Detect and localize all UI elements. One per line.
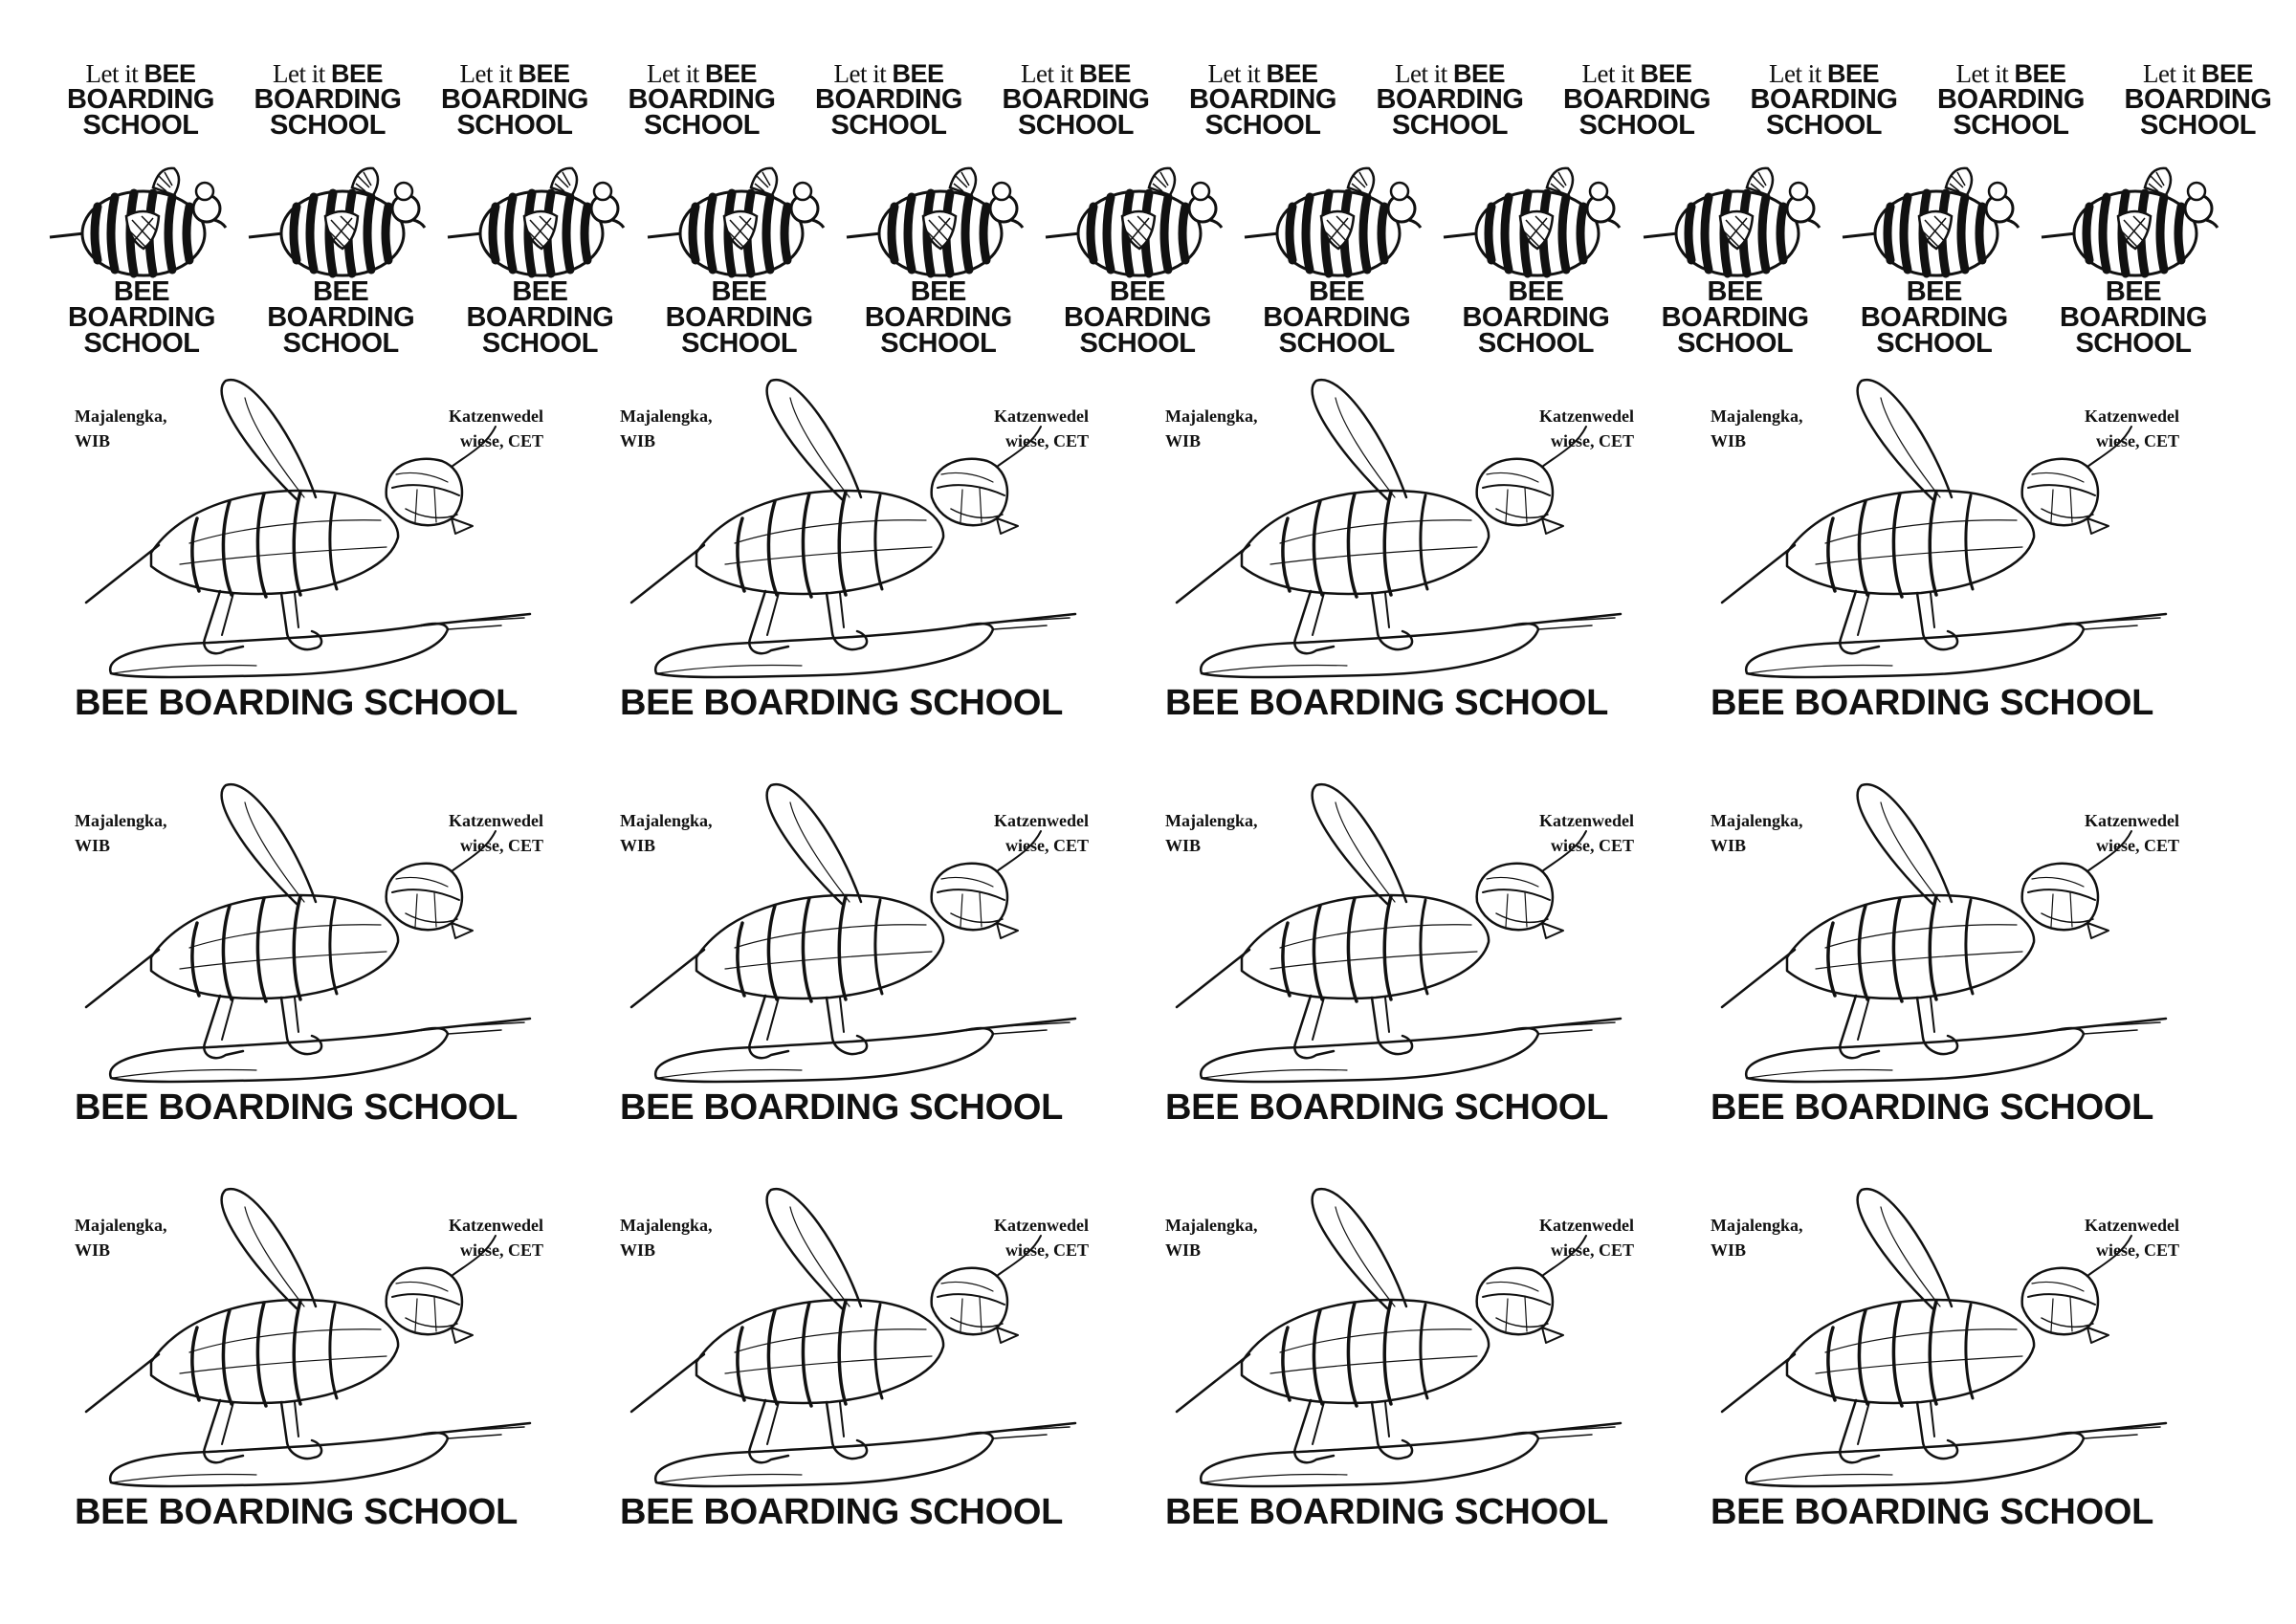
sticker-line-1: Let it BEE — [1768, 59, 1879, 88]
let-it-bee-sticker — [807, 61, 970, 139]
let-it-bee-sticker — [1743, 61, 1906, 139]
sticker-line-2: BOARDING — [1563, 84, 1711, 115]
caption-line-1: BEE — [1309, 276, 1365, 307]
location-right — [955, 808, 1089, 858]
sticker-caption — [1839, 276, 2030, 359]
let-it-bee-sticker — [1930, 61, 2092, 139]
location-right — [2045, 404, 2179, 453]
striped-bee-icon — [2038, 163, 2229, 282]
card-title: BEE BOARDING SCHOOL — [1165, 1087, 1608, 1128]
sticker-line-3: SCHOOL — [643, 110, 761, 141]
sticker-line-3: SCHOOL — [1204, 110, 1321, 141]
location-right-line-2: wiese, CET — [2096, 1240, 2179, 1260]
sticker-line-1: Let it BEE — [1020, 59, 1131, 88]
location-right — [955, 1213, 1089, 1262]
card-title: BEE BOARDING SCHOOL — [1165, 1492, 1608, 1532]
sticker-line-1: Let it BEE — [2142, 59, 2253, 88]
caption-line-3: SCHOOL — [1278, 328, 1395, 359]
location-right-line-1: Katzenwedel — [2085, 811, 2179, 830]
location-right-line-1: Katzenwedel — [994, 811, 1089, 830]
location-left-line-1: Majalengka, — [620, 406, 713, 426]
caption-line-3: SCHOOL — [1477, 328, 1594, 359]
location-right-line-2: wiese, CET — [2096, 836, 2179, 855]
let-it-bee-sticker — [1181, 61, 1344, 139]
caption-line-2: BOARDING — [1263, 302, 1411, 333]
sticker-line-3: SCHOOL — [1017, 110, 1135, 141]
card-title: BEE BOARDING SCHOOL — [75, 683, 518, 723]
sticker-line-3: SCHOOL — [269, 110, 386, 141]
card-title: BEE BOARDING SCHOOL — [1711, 1492, 2153, 1532]
location-left-line-2: WIB — [75, 1240, 111, 1260]
sticker-line-1: Let it BEE — [272, 59, 383, 88]
location-left-line-1: Majalengka, — [620, 811, 713, 830]
location-right-line-1: Katzenwedel — [1539, 406, 1634, 426]
card-title: BEE BOARDING SCHOOL — [1711, 683, 2153, 723]
bee-boarding-card — [591, 375, 1108, 757]
bee-boarding-card — [591, 1184, 1108, 1567]
location-right-line-2: wiese, CET — [2096, 431, 2179, 450]
caption-line-2: BOARDING — [267, 302, 415, 333]
sticker-caption — [843, 276, 1034, 359]
location-left-line-2: WIB — [620, 1240, 656, 1260]
striped-bee-icon — [245, 163, 436, 282]
sticker-line-2: BOARDING — [815, 84, 962, 115]
sticker-caption — [644, 276, 835, 359]
striped-bee-sticker — [1640, 163, 1831, 359]
sticker-line-1: Let it BEE — [646, 59, 757, 88]
caption-line-2: BOARDING — [68, 302, 215, 333]
location-left-line-2: WIB — [1165, 836, 1202, 855]
card-title: BEE BOARDING SCHOOL — [75, 1087, 518, 1128]
location-left-line-2: WIB — [1165, 431, 1202, 450]
location-right-line-2: wiese, CET — [460, 1240, 543, 1260]
small-text-sticker-row — [59, 59, 2272, 147]
location-left — [1711, 404, 1803, 453]
location-left — [75, 808, 167, 858]
sticker-caption — [1241, 276, 1432, 359]
location-left — [1165, 808, 1258, 858]
sticker-line-1: Let it BEE — [833, 59, 944, 88]
striped-bee-icon — [444, 163, 635, 282]
sticker-caption — [46, 276, 237, 359]
caption-line-2: BOARDING — [466, 302, 614, 333]
striped-bee-sticker — [843, 163, 1034, 359]
caption-line-3: SCHOOL — [282, 328, 399, 359]
sticker-line-2: BOARDING — [254, 84, 402, 115]
let-it-bee-sticker — [59, 61, 222, 139]
sticker-line-3: SCHOOL — [1578, 110, 1695, 141]
caption-line-3: SCHOOL — [681, 328, 798, 359]
caption-line-1: BEE — [113, 276, 170, 307]
location-left — [1165, 1213, 1258, 1262]
sticker-caption — [444, 276, 635, 359]
bee-boarding-card — [1137, 779, 1653, 1162]
sticker-line-3: SCHOOL — [1765, 110, 1883, 141]
bee-boarding-card — [46, 1184, 563, 1567]
location-right — [2045, 1213, 2179, 1262]
caption-line-1: BEE — [313, 276, 369, 307]
sticker-line-3: SCHOOL — [2139, 110, 2257, 141]
sticker-line-3: SCHOOL — [830, 110, 947, 141]
caption-line-2: BOARDING — [864, 302, 1012, 333]
striped-bee-icon — [1440, 163, 1631, 282]
let-it-bee-sticker — [433, 61, 596, 139]
sticker-caption — [2038, 276, 2229, 359]
card-title: BEE BOARDING SCHOOL — [75, 1492, 518, 1532]
caption-line-1: BEE — [1906, 276, 1962, 307]
let-it-bee-sticker — [1369, 61, 1532, 139]
location-right-line-2: wiese, CET — [1551, 836, 1634, 855]
location-left-line-2: WIB — [1711, 836, 1747, 855]
location-left-line-1: Majalengka, — [1711, 811, 1803, 830]
caption-line-1: BEE — [512, 276, 568, 307]
location-left — [620, 404, 713, 453]
striped-bee-sticker — [2038, 163, 2229, 359]
striped-bee-sticker — [444, 163, 635, 359]
location-right-line-1: Katzenwedel — [2085, 1216, 2179, 1235]
let-it-bee-sticker — [995, 61, 1158, 139]
caption-line-3: SCHOOL — [481, 328, 598, 359]
location-right — [409, 1213, 543, 1262]
location-right-line-1: Katzenwedel — [449, 811, 543, 830]
sticker-caption — [245, 276, 436, 359]
sticker-line-1: Let it BEE — [1207, 59, 1318, 88]
sticker-caption — [1042, 276, 1233, 359]
location-left-line-2: WIB — [75, 431, 111, 450]
striped-bee-sticker — [1241, 163, 1432, 359]
location-left — [620, 808, 713, 858]
sticker-caption — [1440, 276, 1631, 359]
location-left-line-1: Majalengka, — [75, 1216, 167, 1235]
striped-bee-icon — [1839, 163, 2030, 282]
sticker-line-1: Let it BEE — [1955, 59, 2066, 88]
caption-line-2: BOARDING — [2060, 302, 2207, 333]
sticker-line-3: SCHOOL — [1391, 110, 1509, 141]
sticker-line-1: Let it BEE — [1581, 59, 1692, 88]
bee-boarding-card — [1682, 779, 2198, 1162]
location-left-line-1: Majalengka, — [75, 406, 167, 426]
caption-line-3: SCHOOL — [1876, 328, 1993, 359]
sticker-line-3: SCHOOL — [82, 110, 199, 141]
location-right-line-2: wiese, CET — [1005, 431, 1089, 450]
card-title: BEE BOARDING SCHOOL — [620, 1492, 1063, 1532]
caption-line-1: BEE — [2105, 276, 2162, 307]
location-left-line-1: Majalengka, — [1165, 406, 1258, 426]
caption-line-1: BEE — [711, 276, 767, 307]
card-title: BEE BOARDING SCHOOL — [1711, 1087, 2153, 1128]
location-right-line-1: Katzenwedel — [994, 1216, 1089, 1235]
striped-bee-icon — [644, 163, 835, 282]
striped-bee-icon — [1042, 163, 1233, 282]
sticker-line-2: BOARDING — [1189, 84, 1336, 115]
sticker-line-1: Let it BEE — [459, 59, 570, 88]
bee-boarding-card — [1137, 1184, 1653, 1567]
location-right-line-2: wiese, CET — [460, 836, 543, 855]
sticker-line-2: BOARDING — [628, 84, 776, 115]
location-left-line-2: WIB — [620, 431, 656, 450]
location-right-line-1: Katzenwedel — [994, 406, 1089, 426]
location-left-line-1: Majalengka, — [620, 1216, 713, 1235]
location-left-line-1: Majalengka, — [1165, 811, 1258, 830]
location-left — [1711, 808, 1803, 858]
sticker-line-1: Let it BEE — [85, 59, 196, 88]
location-right — [1500, 808, 1634, 858]
caption-line-3: SCHOOL — [1677, 328, 1794, 359]
location-right-line-2: wiese, CET — [1551, 1240, 1634, 1260]
striped-bee-sticker — [644, 163, 835, 359]
location-right-line-1: Katzenwedel — [2085, 406, 2179, 426]
location-left-line-1: Majalengka, — [1711, 406, 1803, 426]
location-right-line-1: Katzenwedel — [1539, 1216, 1634, 1235]
caption-line-1: BEE — [910, 276, 966, 307]
striped-bee-icon — [1241, 163, 1432, 282]
location-left — [1711, 1213, 1803, 1262]
let-it-bee-sticker — [247, 61, 409, 139]
location-right-line-1: Katzenwedel — [449, 1216, 543, 1235]
location-left-line-2: WIB — [1165, 1240, 1202, 1260]
let-it-bee-sticker — [621, 61, 784, 139]
striped-bee-sticker — [245, 163, 436, 359]
striped-bee-icon — [46, 163, 237, 282]
location-right — [1500, 1213, 1634, 1262]
location-right — [409, 808, 543, 858]
sticker-line-2: BOARDING — [1937, 84, 2085, 115]
location-right — [409, 404, 543, 453]
caption-line-2: BOARDING — [1064, 302, 1211, 333]
bee-boarding-card — [591, 779, 1108, 1162]
location-right-line-2: wiese, CET — [1005, 1240, 1089, 1260]
caption-line-3: SCHOOL — [83, 328, 200, 359]
location-right-line-2: wiese, CET — [1005, 836, 1089, 855]
location-left-line-2: WIB — [620, 836, 656, 855]
caption-line-1: BEE — [1109, 276, 1166, 307]
location-right-line-1: Katzenwedel — [449, 406, 543, 426]
sticker-line-1: Let it BEE — [1394, 59, 1505, 88]
sticker-caption — [1640, 276, 1831, 359]
caption-line-2: BOARDING — [1661, 302, 1809, 333]
sticker-line-2: BOARDING — [1002, 84, 1150, 115]
striped-bee-sticker — [46, 163, 237, 359]
bee-boarding-card — [1137, 375, 1653, 757]
caption-line-3: SCHOOL — [880, 328, 997, 359]
caption-line-3: SCHOOL — [1079, 328, 1196, 359]
sticker-line-2: BOARDING — [67, 84, 214, 115]
caption-line-2: BOARDING — [1860, 302, 2008, 333]
bee-boarding-card — [1682, 1184, 2198, 1567]
location-left-line-1: Majalengka, — [1165, 1216, 1258, 1235]
location-left-line-2: WIB — [1711, 431, 1747, 450]
location-right — [955, 404, 1089, 453]
location-right — [1500, 404, 1634, 453]
location-left-line-1: Majalengka, — [1711, 1216, 1803, 1235]
sticker-line-2: BOARDING — [1750, 84, 1898, 115]
location-right-line-2: wiese, CET — [460, 431, 543, 450]
caption-line-1: BEE — [1508, 276, 1564, 307]
location-left-line-2: WIB — [1711, 1240, 1747, 1260]
striped-bee-icon — [1640, 163, 1831, 282]
sticker-line-3: SCHOOL — [456, 110, 573, 141]
card-title: BEE BOARDING SCHOOL — [1165, 683, 1608, 723]
caption-line-3: SCHOOL — [2075, 328, 2192, 359]
bee-boarding-card — [46, 779, 563, 1162]
sticker-line-3: SCHOOL — [1953, 110, 2069, 141]
striped-bee-sticker — [1042, 163, 1233, 359]
location-left-line-2: WIB — [75, 836, 111, 855]
striped-bee-icon — [843, 163, 1034, 282]
bee-boarding-card — [1682, 375, 2198, 757]
striped-bee-sticker — [1440, 163, 1631, 359]
caption-line-2: BOARDING — [1462, 302, 1610, 333]
location-left — [75, 404, 167, 453]
striped-bee-sticker — [1839, 163, 2030, 359]
sticker-line-2: BOARDING — [1376, 84, 1524, 115]
location-left-line-1: Majalengka, — [75, 811, 167, 830]
let-it-bee-sticker — [2117, 61, 2280, 139]
bee-boarding-card — [46, 375, 563, 757]
location-left — [75, 1213, 167, 1262]
location-right-line-2: wiese, CET — [1551, 431, 1634, 450]
striped-bee-sticker-row — [46, 163, 2275, 359]
caption-line-1: BEE — [1707, 276, 1763, 307]
location-right-line-1: Katzenwedel — [1539, 811, 1634, 830]
caption-line-2: BOARDING — [665, 302, 813, 333]
sticker-line-2: BOARDING — [441, 84, 588, 115]
card-title: BEE BOARDING SCHOOL — [620, 683, 1063, 723]
location-left — [620, 1213, 713, 1262]
location-right — [2045, 808, 2179, 858]
location-left — [1165, 404, 1258, 453]
sticker-line-2: BOARDING — [2124, 84, 2272, 115]
card-title: BEE BOARDING SCHOOL — [620, 1087, 1063, 1128]
let-it-bee-sticker — [1556, 61, 1718, 139]
